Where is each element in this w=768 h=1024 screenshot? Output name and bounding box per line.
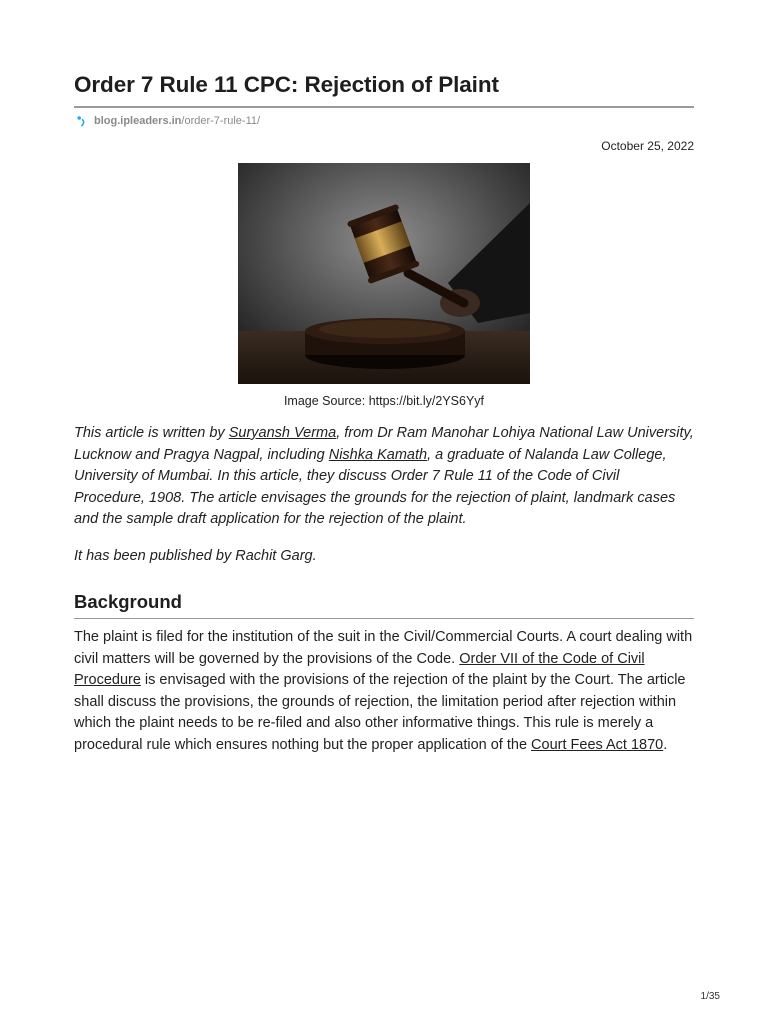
publish-date: October 25, 2022 xyxy=(601,139,694,153)
intro-paragraph xyxy=(74,423,694,531)
published-by: It has been published by Rachit Garg. xyxy=(74,547,317,564)
heading-divider xyxy=(74,618,694,619)
background-text-1: The plaint is filed for the institution of the suit in the Civil/Commercial Courts. A court dealing with civil matters will be governed by the provisions of the Code. xyxy=(74,629,693,667)
page-number: 1/35 xyxy=(700,991,720,1002)
image-caption: Image Source: https://bit.ly/2YS6Yyf xyxy=(283,394,485,408)
source-path: /order-7-rule-11/ xyxy=(181,115,261,127)
article-page xyxy=(74,70,694,756)
article-title: Order 7 Rule 11 CPC: Rejection of Plaint xyxy=(74,72,499,97)
background-paragraph xyxy=(74,627,694,756)
title-divider xyxy=(74,106,694,108)
author-link-nishka[interactable]: Nishka Kamath xyxy=(328,446,428,463)
source-domain: blog.ipleaders.in xyxy=(94,115,182,127)
background-text-3: . xyxy=(663,736,668,753)
intro-text-1: This article is written by xyxy=(74,425,229,441)
background-heading: Background xyxy=(74,591,182,612)
article-figure xyxy=(74,163,694,409)
gavel-photo xyxy=(238,163,530,384)
ipleaders-favicon-icon xyxy=(76,115,88,127)
source-link[interactable] xyxy=(74,114,694,128)
background-text-2: is envisaged with the provisions of the rejection of the plaint by the Court. The article shall discuss the provisions, the grounds of rejection, the limitation period after rejection within which the plaint needs to be re-filed and also other informative things. This rule is merely a procedural rule which ensures nothing but the proper application of the xyxy=(74,672,686,753)
intro-text-2: , from Dr Ram Manohar Lohiya National Law University, Lucknow and Pragya Nagpal, including xyxy=(74,425,694,463)
order-vii-link[interactable]: Order VII of the Code of Civil Procedure xyxy=(74,650,645,688)
court-fees-act-link[interactable]: Court Fees Act 1870 xyxy=(531,736,664,753)
author-link-suryansh[interactable]: Suryansh Verma xyxy=(228,425,337,441)
intro-text-3: , a graduate of Nalanda Law College, University of Mumbai. In this article, they discuss Order 7 Rule 11 of the Code of Civil Procedure, 1908. The article envisages the grounds for the rejection of plaint, landmark cases and the sample draft application for the rejection of the plaint. xyxy=(74,446,676,527)
